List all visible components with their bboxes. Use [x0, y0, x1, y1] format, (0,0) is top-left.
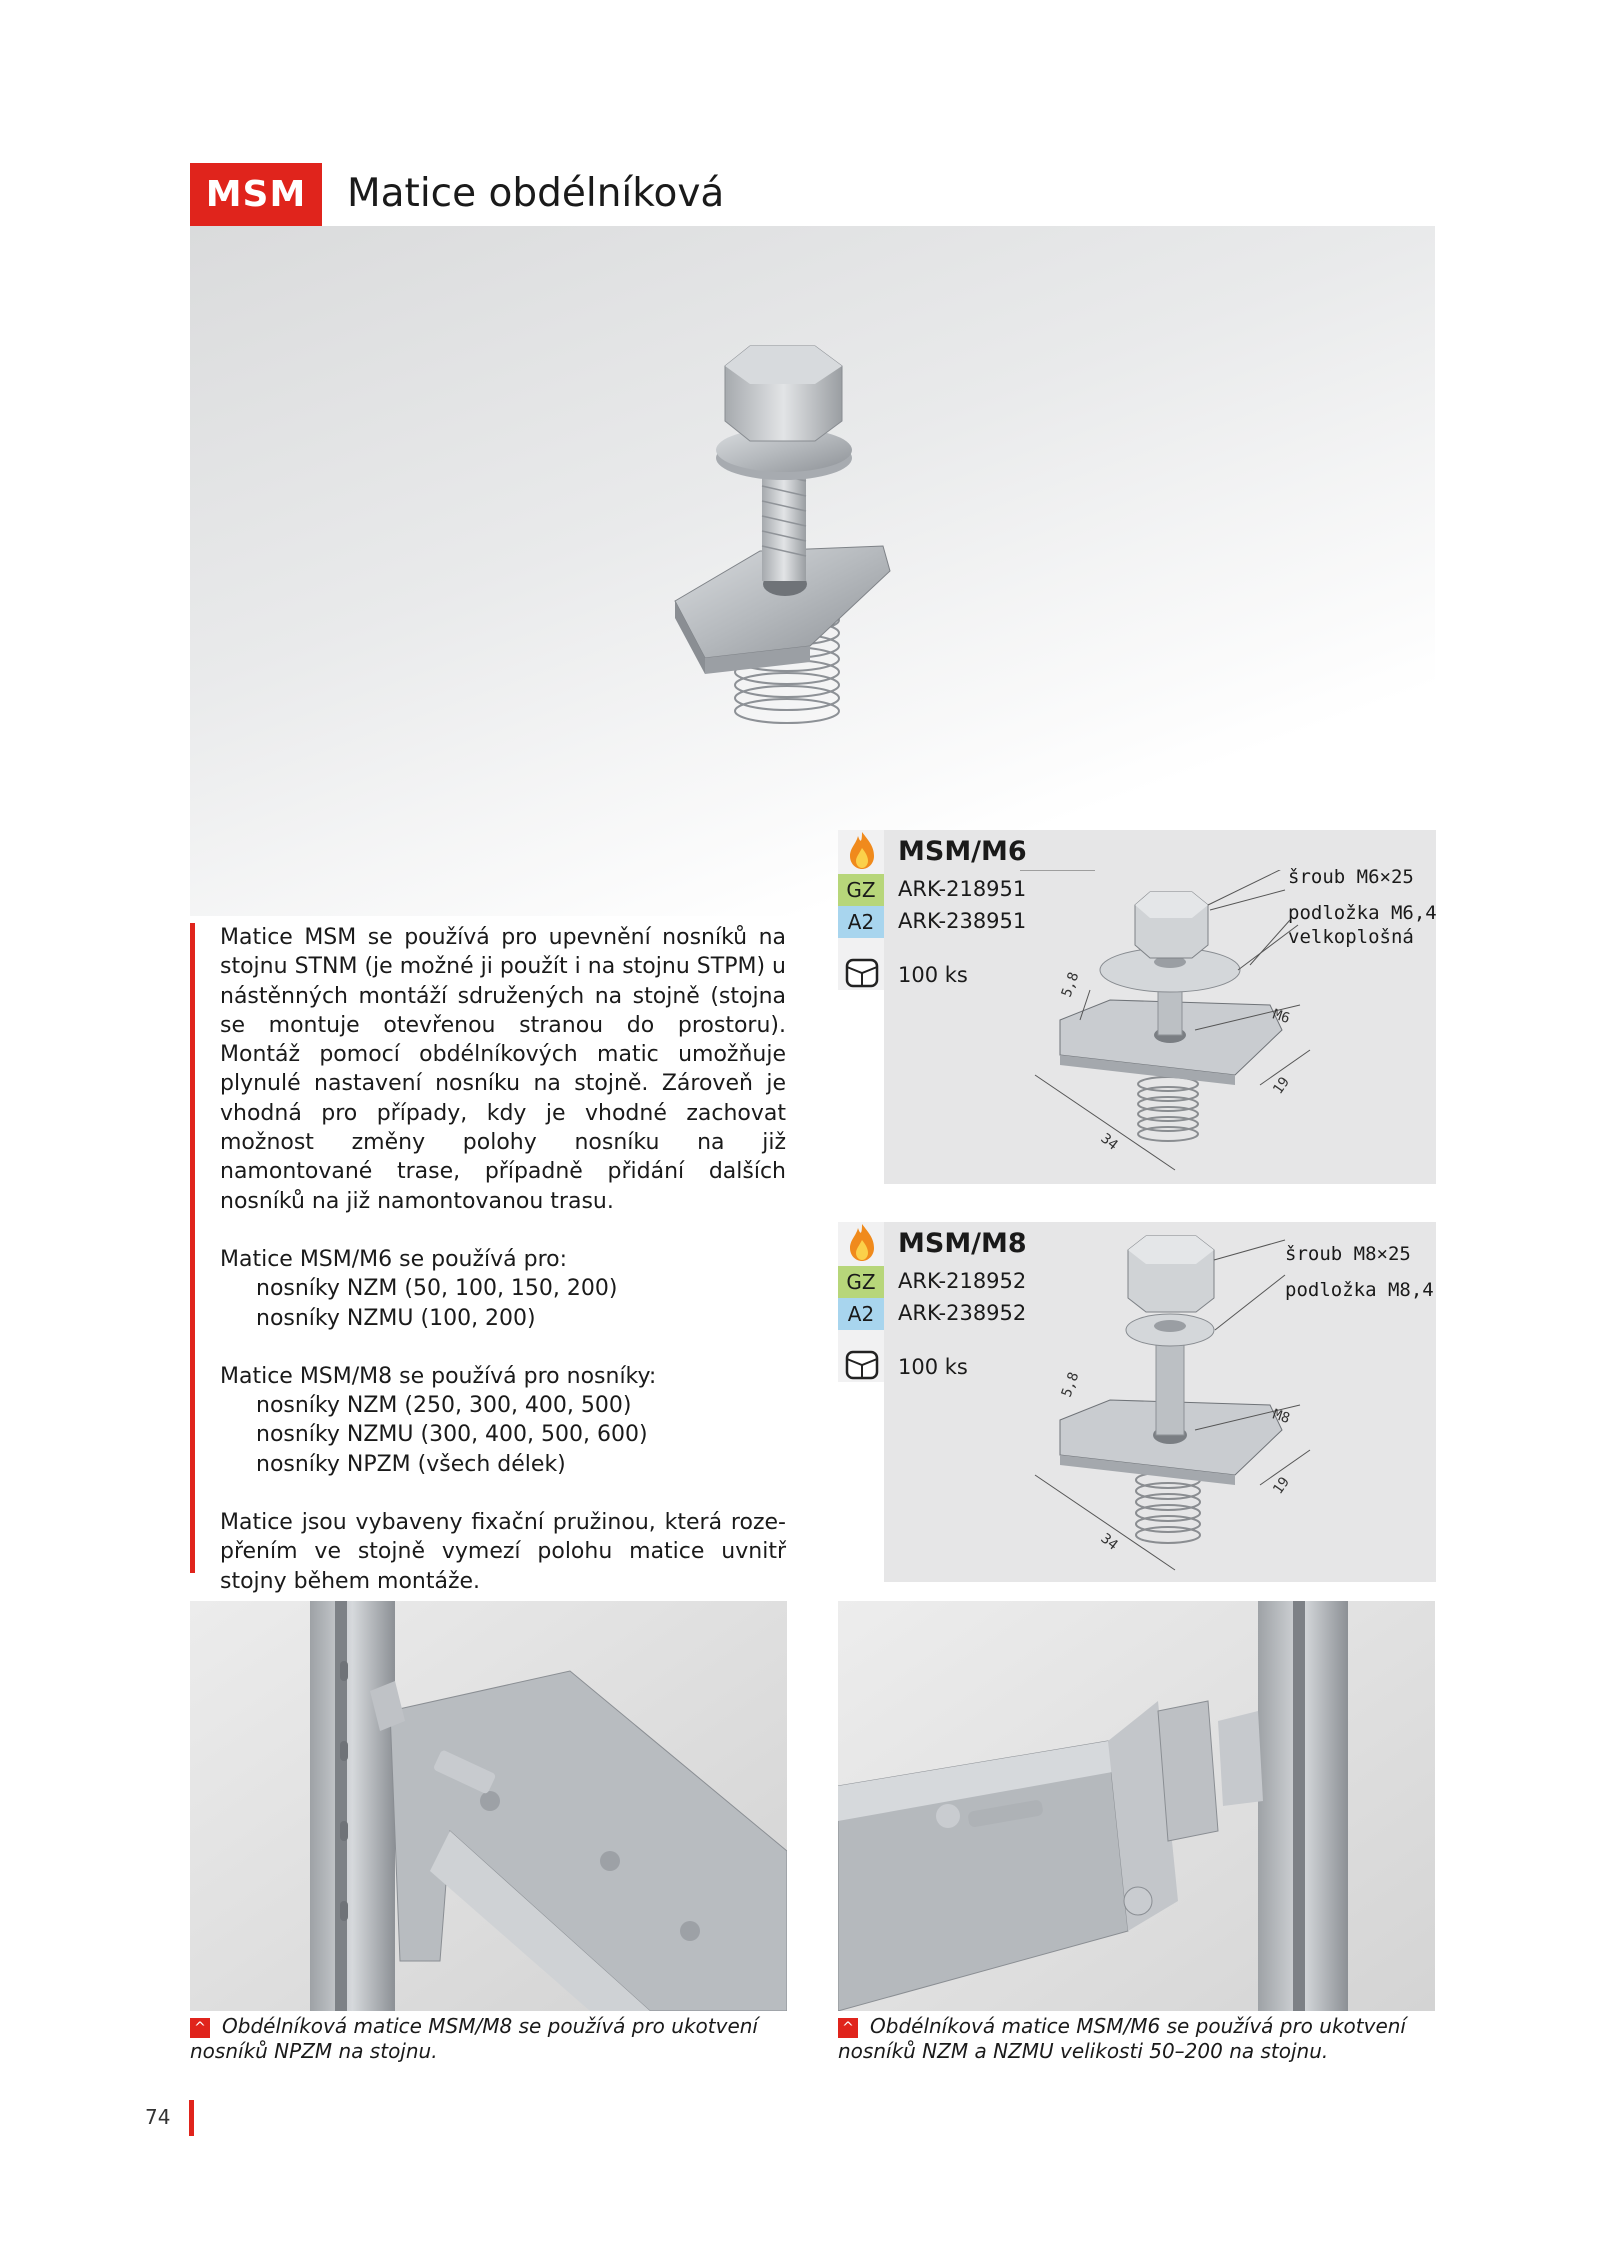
package-icon	[844, 1347, 880, 1387]
product-m6-pack: 100 ks	[898, 963, 968, 987]
m6-washer-label-2: velkoplošná	[1288, 926, 1414, 948]
m8-bolt-label: šroub M8×25	[1285, 1243, 1411, 1265]
installation-photo-m6	[838, 1601, 1435, 2011]
page-title: Matice obdélníková	[347, 171, 725, 216]
m8-washer-label: podložka M8,4	[1285, 1279, 1434, 1301]
m6-usage	[220, 1245, 786, 1333]
description-text	[220, 923, 786, 1625]
m8-item: nosníky NZMU (300, 400, 500, 600)	[256, 1422, 648, 1448]
package-icon	[844, 955, 880, 995]
m8-technical-drawing	[1020, 1230, 1440, 1584]
description-accent-bar	[190, 923, 195, 1573]
page-number: 74	[145, 2105, 171, 2129]
m6-dim-thickness: 5,8	[1058, 970, 1083, 1000]
m6-dim-length: 34	[1097, 1130, 1121, 1154]
hero-image	[190, 226, 1435, 916]
product-m8-name: MSM/M8	[898, 1228, 1027, 1259]
m6-technical-drawing	[1020, 870, 1440, 1184]
m6-heading: Matice MSM/M6 se používá pro:	[220, 1246, 568, 1272]
product-m6-gz-code: ARK-218951	[898, 877, 1027, 901]
caption-left-text: Obdélníková matice MSM/M8 se používá pro ukotvení nosníků NPZM na stojnu.	[190, 2014, 758, 2063]
product-m6-a2-code: ARK-238951	[898, 909, 1027, 933]
m8-item: nosníky NZM (250, 300, 400, 500)	[256, 1393, 632, 1419]
page-number-bar	[189, 2100, 194, 2136]
m6-item: nosníky NZM (50, 100, 150, 200)	[256, 1276, 618, 1302]
spring-note: Matice jsou vybaveny fixační pružinou, která rozepřením ve stojně vymezí polohu matice uvnitř stojny během montáže.	[220, 1510, 786, 1594]
a2-tag: A2	[838, 1298, 884, 1330]
m8-heading: Matice MSM/M8 se používá pro nosníky:	[220, 1363, 657, 1389]
m8-dim-width: 19	[1270, 1474, 1293, 1498]
intro-paragraph: Matice MSM se používá pro upevnění nosníků na stojnu STNM (je možné ji použít i na stojnu STPM) u nástěnných montáží sdružených na stojně (stojna se montuje otevřenou stranou do prostoru). Montáž pomocí obdélníkových matic umožňuje plynulé nastavení nosníku na stojně. Zároveň je vhodná pro případy, kdy je vhodné zachovat možnost změny polohy nosníku na již namontované trase, případně přidání dalších nosníků na již namontovanou trasu.	[220, 925, 786, 1214]
product-m8-gz-code: ARK-218952	[898, 1269, 1027, 1293]
product-m6-name: MSM/M6	[898, 836, 1027, 867]
gz-tag: GZ	[838, 874, 884, 906]
product-m8-pack: 100 ks	[898, 1355, 968, 1379]
nut-render	[190, 226, 1435, 916]
m6-bolt-label: šroub M6×25	[1288, 866, 1414, 888]
m6-thread-label: M6	[1270, 1006, 1292, 1028]
caption-arrow-icon: ^	[190, 2018, 210, 2038]
gz-tag: GZ	[838, 1266, 884, 1298]
caption-left	[190, 2014, 790, 2064]
caption-right	[838, 2014, 1438, 2064]
m6-item: nosníky NZMU (100, 200)	[256, 1305, 536, 1331]
m6-dim-width: 19	[1270, 1074, 1293, 1098]
installation-photo-m8	[190, 1601, 787, 2011]
flame-icon	[848, 1222, 876, 1266]
product-m8-a2-code: ARK-238952	[898, 1301, 1027, 1325]
flame-icon	[848, 830, 876, 874]
caption-arrow-icon: ^	[838, 2018, 858, 2038]
m8-dim-thickness: 5,8	[1058, 1370, 1083, 1400]
product-code-badge: MSM	[190, 163, 322, 226]
m8-dim-length: 34	[1097, 1530, 1121, 1554]
caption-right-text: Obdélníková matice MSM/M6 se používá pro ukotvení nosníků NZM a NZMU velikosti 50–200 na stojnu.	[838, 2014, 1406, 2063]
m8-item: nosníky NPZM (všech délek)	[256, 1451, 566, 1477]
m8-thread-label: M8	[1270, 1406, 1292, 1428]
a2-tag: A2	[838, 906, 884, 938]
m6-washer-label: podložka M6,4	[1288, 902, 1437, 924]
m8-usage	[220, 1362, 786, 1479]
